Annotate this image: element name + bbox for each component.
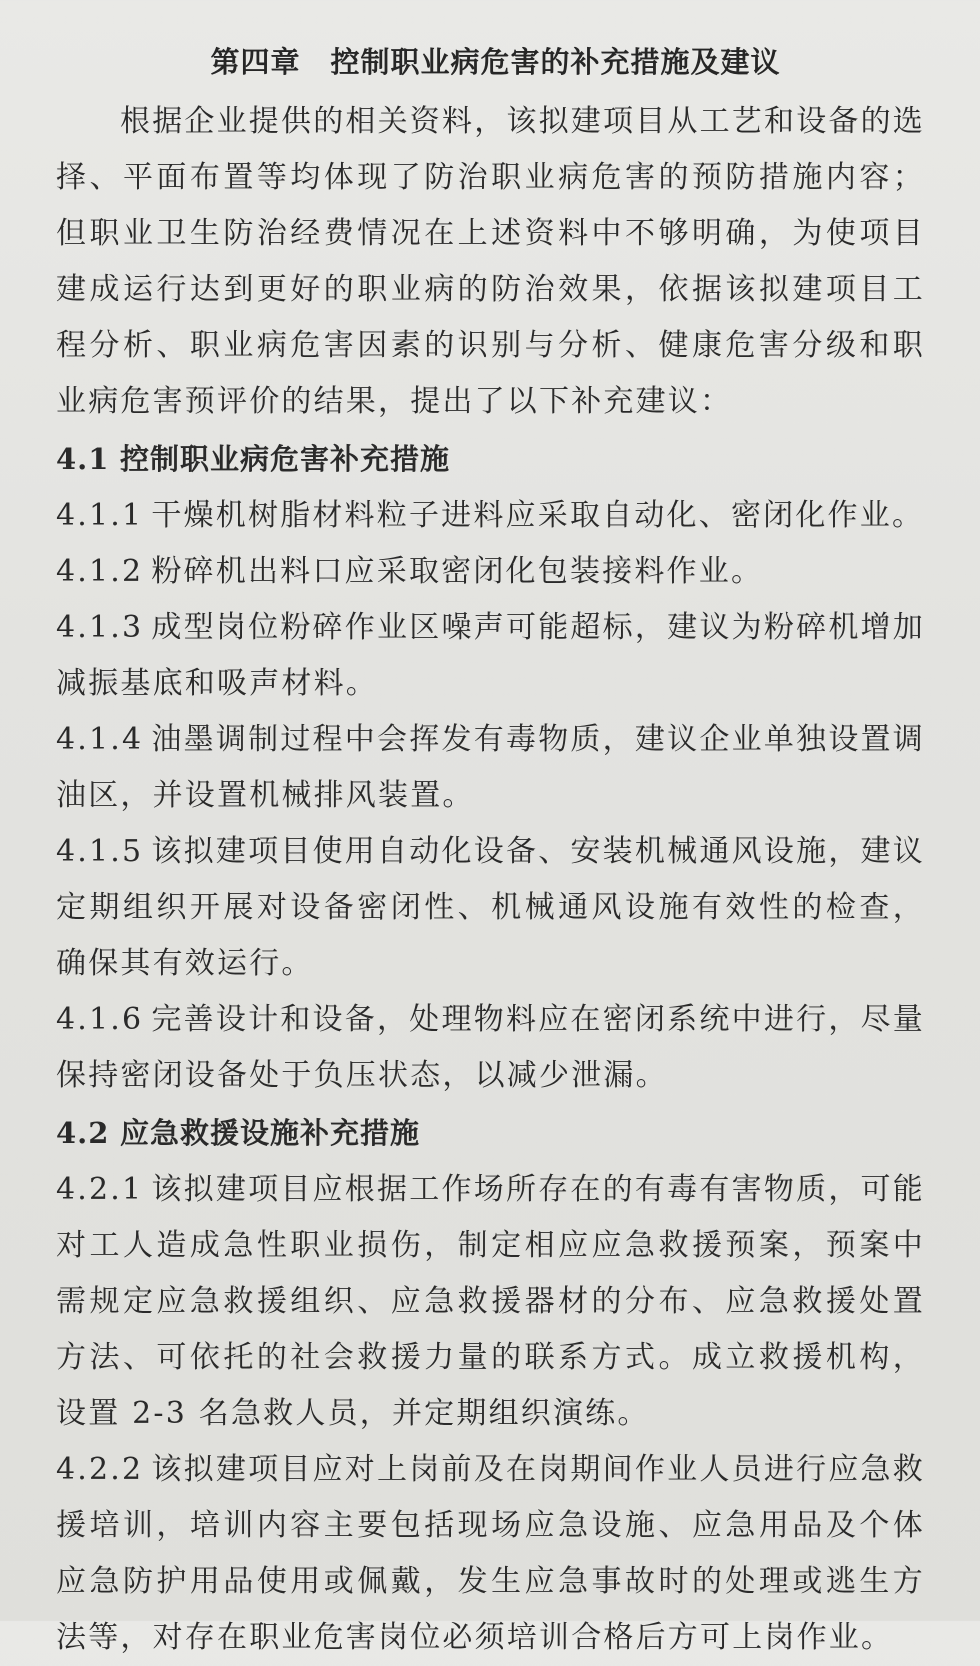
item-text: 该拟建项目使用自动化设备、安装机械通风设施，建议定期组织开展对设备密闭性、机械通风设施有效性的检查，确保其有效运行。 [56, 834, 925, 981]
section-title: 应急救援设施补充措施 [120, 1116, 421, 1150]
section-heading-4-1 [56, 430, 925, 488]
item-text: 粉碎机出料口应采取密闭化包装接料作业。 [151, 554, 764, 589]
item-number: 4.2.1 [56, 1172, 144, 1207]
list-item-4-1-1 [56, 488, 925, 544]
item-number: 4.1.1 [56, 498, 144, 533]
item-number: 4.1.6 [56, 1002, 144, 1037]
item-text: 完善设计和设备，处理物料应在密闭系统中进行，尽量保持密闭设备处于负压状态，以减少泄漏。 [56, 1002, 925, 1093]
item-number: 4.1.2 [56, 554, 144, 589]
list-item-4-2-2 [56, 1442, 925, 1666]
item-text: 该拟建项目应根据工作场所存在的有毒有害物质，可能对工人造成急性职业损伤，制定相应应急救援预案，预案中需规定应急救援组织、应急救援器材的分布、应急救援处置方法、可依托的社会救援力量的联系方式。成立救援机构，设置 2-3 名急救人员，并定期组织演练。 [56, 1172, 925, 1431]
item-text: 成型岗位粉碎作业区噪声可能超标，建议为粉碎机增加减振基底和吸声材料。 [56, 610, 925, 701]
section-number: 4.2 [56, 1116, 110, 1150]
section-heading-4-2 [56, 1104, 925, 1162]
list-item-4-1-3 [56, 600, 925, 712]
list-item-4-1-5 [56, 824, 925, 992]
section-title: 控制职业病危害补充措施 [120, 442, 451, 476]
list-item-4-1-4 [56, 712, 925, 824]
list-item-4-1-6 [56, 992, 925, 1104]
item-number: 4.2.2 [56, 1452, 144, 1487]
item-text: 该拟建项目应对上岗前及在岗期间作业人员进行应急救援培训，培训内容主要包括现场应急设施、应急用品及个体应急防护用品使用或佩戴，发生应急事故时的处理或逃生方法等，对存在职业危害岗位必须培训合格后方可上岗作业。 [56, 1452, 925, 1655]
item-number: 4.1.3 [56, 610, 144, 645]
item-text: 油墨调制过程中会挥发有毒物质，建议企业单独设置调油区，并设置机械排风装置。 [56, 722, 925, 813]
section-number: 4.1 [56, 442, 110, 476]
chapter-title: 第四章 控制职业病危害的补充措施及建议 [210, 45, 781, 79]
intro-paragraph: 根据企业提供的相关资料，该拟建项目从工艺和设备的选择、平面布置等均体现了防治职业病危害的预防措施内容；但职业卫生防治经费情况在上述资料中不够明确，为使项目建成运行达到更好的职业病的防治效果，依据该拟建项目工程分析、职业病危害因素的识别与分析、健康危害分级和职业病危害预评价的结果，提出了以下补充建议： [56, 104, 925, 419]
list-item-4-1-2 [56, 544, 925, 600]
item-number: 4.1.5 [56, 834, 144, 869]
item-number: 4.1.4 [56, 722, 144, 757]
item-text: 干燥机树脂材料粒子进料应采取自动化、密闭化作业。 [151, 498, 925, 533]
list-item-4-2-1 [56, 1162, 925, 1442]
